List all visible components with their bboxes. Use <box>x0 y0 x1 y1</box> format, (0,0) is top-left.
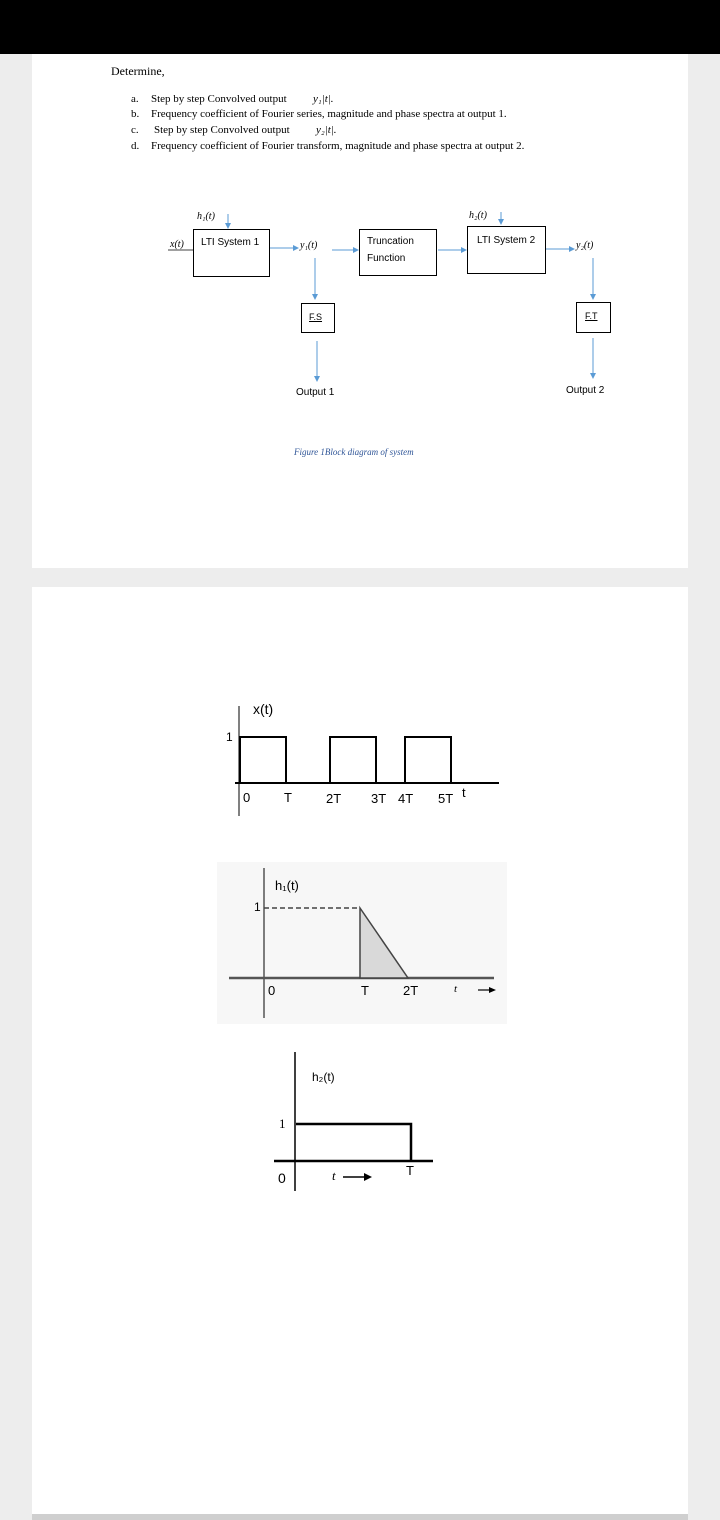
h2-ytick-1: 1 <box>279 1116 286 1131</box>
h1-tick-2T: 2T <box>403 983 419 998</box>
h2-tick-T: T <box>406 1163 414 1178</box>
h1-label: h₁(t) <box>197 211 215 222</box>
h2-label: h₂(t) <box>469 210 487 221</box>
x-tick-3T: 3T <box>371 791 387 806</box>
h2-t-arrow-icon <box>364 1173 372 1181</box>
item-c-math: y₂|t|. <box>316 124 337 136</box>
question-intro: Determine, <box>111 64 165 78</box>
item-c-letter: c. <box>131 124 139 136</box>
x-title: x(t) <box>253 701 274 717</box>
item-c-text: Step by step Convolved output <box>154 124 290 136</box>
input-label: x(t) <box>170 239 184 250</box>
x-tick-2T: 2T <box>326 791 342 806</box>
x-tick-5T: 5T <box>438 791 454 806</box>
item-a-letter: a. <box>131 93 139 105</box>
item-a-math: y₁|t|. <box>313 93 334 105</box>
truncation-line-2: Function <box>367 253 406 264</box>
output-2-label: Output 2 <box>566 385 605 396</box>
h2-pulse <box>296 1124 411 1161</box>
lti-system-2-label: LTI System 2 <box>477 235 536 246</box>
item-d-letter: d. <box>131 140 140 152</box>
h2-axis-var: t <box>332 1168 336 1183</box>
item-d-text: Frequency coefficient of Fourier transform, magnitude and phase spectra at output 2. <box>151 140 525 152</box>
h2-title: h₂(t) <box>312 1070 335 1084</box>
figure-caption: Figure 1Block diagram of system <box>294 447 414 457</box>
h1-tick-T: T <box>361 983 369 998</box>
fs-label: F.S <box>309 312 323 322</box>
output-1-label: Output 1 <box>296 387 335 398</box>
item-a-text: Step by step Convolved output <box>151 93 287 105</box>
item-b-letter: b. <box>131 108 140 120</box>
x-ytick-1: 1 <box>226 730 233 744</box>
y1-label: y₁(t) <box>300 240 318 251</box>
item-b-text: Frequency coefficient of Fourier series, magnitude and phase spectra at output 1. <box>151 108 507 120</box>
h1-title: h₁(t) <box>275 878 299 893</box>
h1-ytick-1: 1 <box>254 900 261 914</box>
ft-label: F.T <box>585 311 598 321</box>
h1-axis-var: t <box>454 983 458 995</box>
truncation-line-1: Truncation <box>367 236 414 247</box>
x-axis-var: t <box>462 785 466 800</box>
h1-tick-0: 0 <box>268 983 276 998</box>
x-tick-0: 0 <box>243 790 251 805</box>
page-edge <box>32 1514 688 1520</box>
x-tick-T: T <box>284 790 292 805</box>
lti-system-1-label: LTI System 1 <box>201 237 260 248</box>
h2-tick-0: 0 <box>278 1170 286 1186</box>
x-tick-4T: 4T <box>398 791 414 806</box>
y2-label: y₂(t) <box>576 240 594 251</box>
